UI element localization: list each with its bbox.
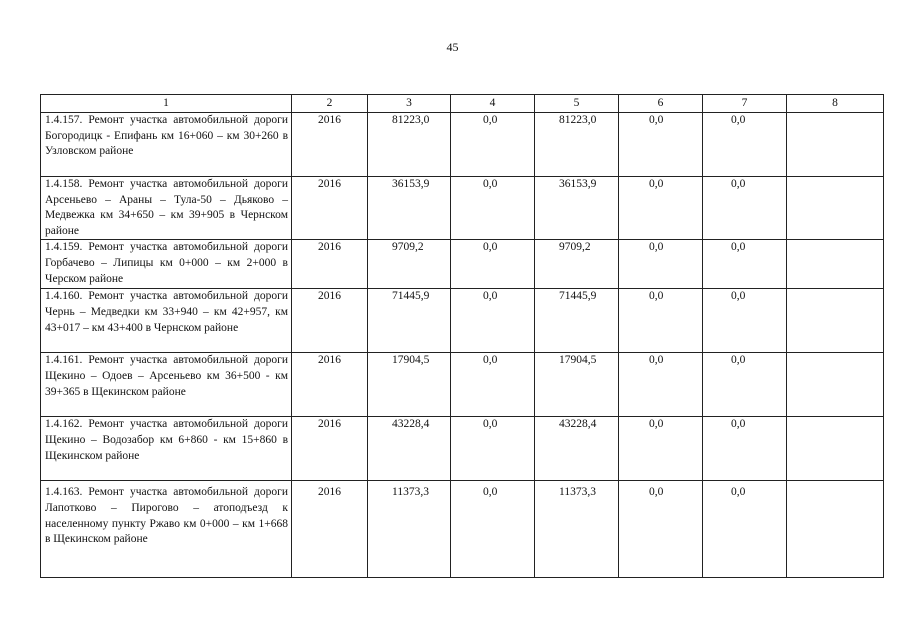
row-name: 1.4.161. Ремонт участка автомобильной дороги Щекино – Одоев – Арсеньево км 36+500 - км 39+365 в Щекинском районе	[41, 353, 292, 417]
value-cell	[787, 113, 884, 177]
column-header: 6	[619, 95, 703, 113]
value-cell: 0,0	[703, 240, 787, 289]
value-cell: 0,0	[451, 177, 535, 240]
table-row	[41, 177, 884, 240]
value-cell: 11373,3	[368, 481, 451, 578]
value-cell	[787, 289, 884, 353]
value-cell: 0,0	[619, 353, 703, 417]
row-name: 1.4.157. Ремонт участка автомобильной дороги Богородицк - Епифань км 16+060 – км 30+260 в Узловском районе	[41, 113, 292, 177]
table-row	[41, 353, 884, 417]
value-cell: 17904,5	[368, 353, 451, 417]
year-cell: 2016	[292, 417, 368, 481]
value-cell: 0,0	[619, 240, 703, 289]
year-cell: 2016	[292, 177, 368, 240]
value-cell: 0,0	[703, 289, 787, 353]
value-cell: 0,0	[619, 481, 703, 578]
value-cell: 0,0	[619, 113, 703, 177]
page-number: 45	[446, 40, 459, 54]
value-cell	[787, 240, 884, 289]
table-row	[41, 289, 884, 353]
value-cell: 0,0	[619, 289, 703, 353]
value-cell: 0,0	[451, 481, 535, 578]
value-cell: 17904,5	[535, 353, 619, 417]
row-name: 1.4.160. Ремонт участка автомобильной дороги Чернь – Медведки км 33+940 – км 42+957, км 43+017 – км 43+400 в Чернском районе	[41, 289, 292, 353]
value-cell	[787, 177, 884, 240]
value-cell: 9709,2	[368, 240, 451, 289]
column-header: 3	[368, 95, 451, 113]
table-row	[41, 481, 884, 578]
value-cell: 81223,0	[368, 113, 451, 177]
value-cell: 0,0	[619, 177, 703, 240]
table-row	[41, 240, 884, 289]
column-header: 8	[787, 95, 884, 113]
row-name: 1.4.162. Ремонт участка автомобильной дороги Щекино – Водозабор км 6+860 - км 15+860 в Щекинском районе	[41, 417, 292, 481]
row-name: 1.4.159. Ремонт участка автомобильной дороги Горбачево – Липицы км 0+000 – км 2+000 в Черском районе	[41, 240, 292, 289]
value-cell: 0,0	[703, 353, 787, 417]
value-cell: 71445,9	[368, 289, 451, 353]
value-cell	[787, 417, 884, 481]
value-cell: 0,0	[703, 113, 787, 177]
value-cell: 36153,9	[535, 177, 619, 240]
value-cell: 81223,0	[535, 113, 619, 177]
column-header: 5	[535, 95, 619, 113]
value-cell: 43228,4	[535, 417, 619, 481]
year-cell: 2016	[292, 289, 368, 353]
value-cell	[787, 481, 884, 578]
column-header: 2	[292, 95, 368, 113]
value-cell: 71445,9	[535, 289, 619, 353]
value-cell: 0,0	[451, 240, 535, 289]
value-cell: 36153,9	[368, 177, 451, 240]
year-cell: 2016	[292, 481, 368, 578]
value-cell: 0,0	[703, 481, 787, 578]
value-cell: 43228,4	[368, 417, 451, 481]
value-cell: 0,0	[703, 177, 787, 240]
value-cell: 0,0	[451, 353, 535, 417]
value-cell: 11373,3	[535, 481, 619, 578]
row-name: 1.4.163. Ремонт участка автомобильной дороги Лапотково – Пирогово – атоподъезд к населенному пункту Ржаво км 0+000 – км 1+668 в Щекинском районе	[41, 481, 292, 578]
row-name: 1.4.158. Ремонт участка автомобильной дороги Арсеньево – Араны – Тула-50 – Дьяково – Медвежка км 34+650 – км 39+905 в Чернском районе	[41, 177, 292, 240]
program-table	[40, 94, 884, 578]
table-row	[41, 417, 884, 481]
year-cell: 2016	[292, 113, 368, 177]
value-cell: 0,0	[451, 113, 535, 177]
value-cell: 0,0	[619, 417, 703, 481]
value-cell	[787, 353, 884, 417]
column-header: 4	[451, 95, 535, 113]
header-row	[41, 95, 884, 113]
value-cell: 0,0	[451, 417, 535, 481]
value-cell: 0,0	[703, 417, 787, 481]
table-row	[41, 113, 884, 177]
column-header: 1	[41, 95, 292, 113]
column-header: 7	[703, 95, 787, 113]
year-cell: 2016	[292, 353, 368, 417]
value-cell: 9709,2	[535, 240, 619, 289]
year-cell: 2016	[292, 240, 368, 289]
value-cell: 0,0	[451, 289, 535, 353]
